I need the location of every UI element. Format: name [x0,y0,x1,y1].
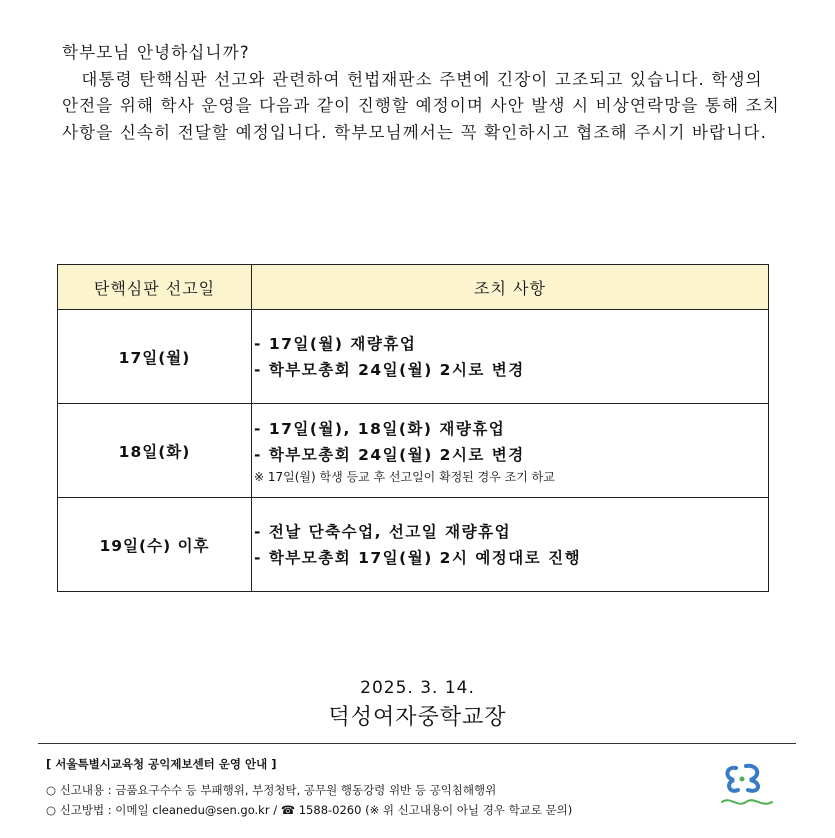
whistleblower-notice [46,754,686,820]
action-item: - 17일(월), 18일(화) 재량휴업 [254,419,506,438]
table-row [58,404,769,498]
row-actions [252,404,769,498]
divider [38,743,796,744]
action-note: ※ 17일(월) 학생 등교 후 선고일이 확정된 경우 조기 하교 [254,469,555,484]
header-date: 탄핵심판 선고일 [58,265,252,310]
row-date: 19일(수) 이후 [58,498,252,592]
intro-body-text: 대통령 탄핵심판 선고와 관련하여 헌법재판소 주변에 긴장이 고조되고 있습니다. 학생의 안전을 위해 학사 운영을 다음과 같이 진행할 예정이며 사안 발생 시 비상연락망을 통해 조치사항을 신속히 전달할 예정입니다. 학부모님께서는 꼭 확인하시고 협조해 주시기 바랍니다. [62,69,780,142]
intro-body [62,67,786,147]
notice-line-method: ○ 신고방법 : 이메일 cleanedu@sen.go.kr / ☎ 1588-0260 (※ 위 신고내용이 아닐 경우 학교로 문의) [46,803,573,817]
table-row [58,310,769,404]
row-date: 18일(화) [58,404,252,498]
action-item: - 17일(월) 재량휴업 [254,334,417,353]
row-actions [252,498,769,592]
header-actions: 조치 사항 [252,265,769,310]
table-header-row [58,265,769,310]
signature-date: 2025. 3. 14. [360,678,475,698]
intro-section [62,40,786,146]
row-actions [252,310,769,404]
notice-title: [ 서울특별시교육청 공익제보센터 운영 안내 ] [46,757,277,771]
action-item: - 학부모총회 24일(월) 2시로 변경 [254,445,525,464]
action-item: - 학부모총회 17일(월) 2시 예정대로 진행 [254,548,582,567]
row-date: 17일(월) [58,310,252,404]
action-item: - 학부모총회 24일(월) 2시로 변경 [254,360,525,379]
notice-line-content: ○ 신고내용 : 금품요구수수 등 부패행위, 부정청탁, 공무원 행동강령 위반 등 공익침해행위 [46,783,497,797]
table-row [58,498,769,592]
measures-table [57,264,769,592]
greeting: 학부모님 안녕하십니까? [62,43,250,62]
seoul-education-logo-icon [716,762,778,814]
action-item: - 전날 단축수업, 선고일 재량휴업 [254,522,512,541]
signature-school: 덕성여자중학교장 [328,705,507,730]
